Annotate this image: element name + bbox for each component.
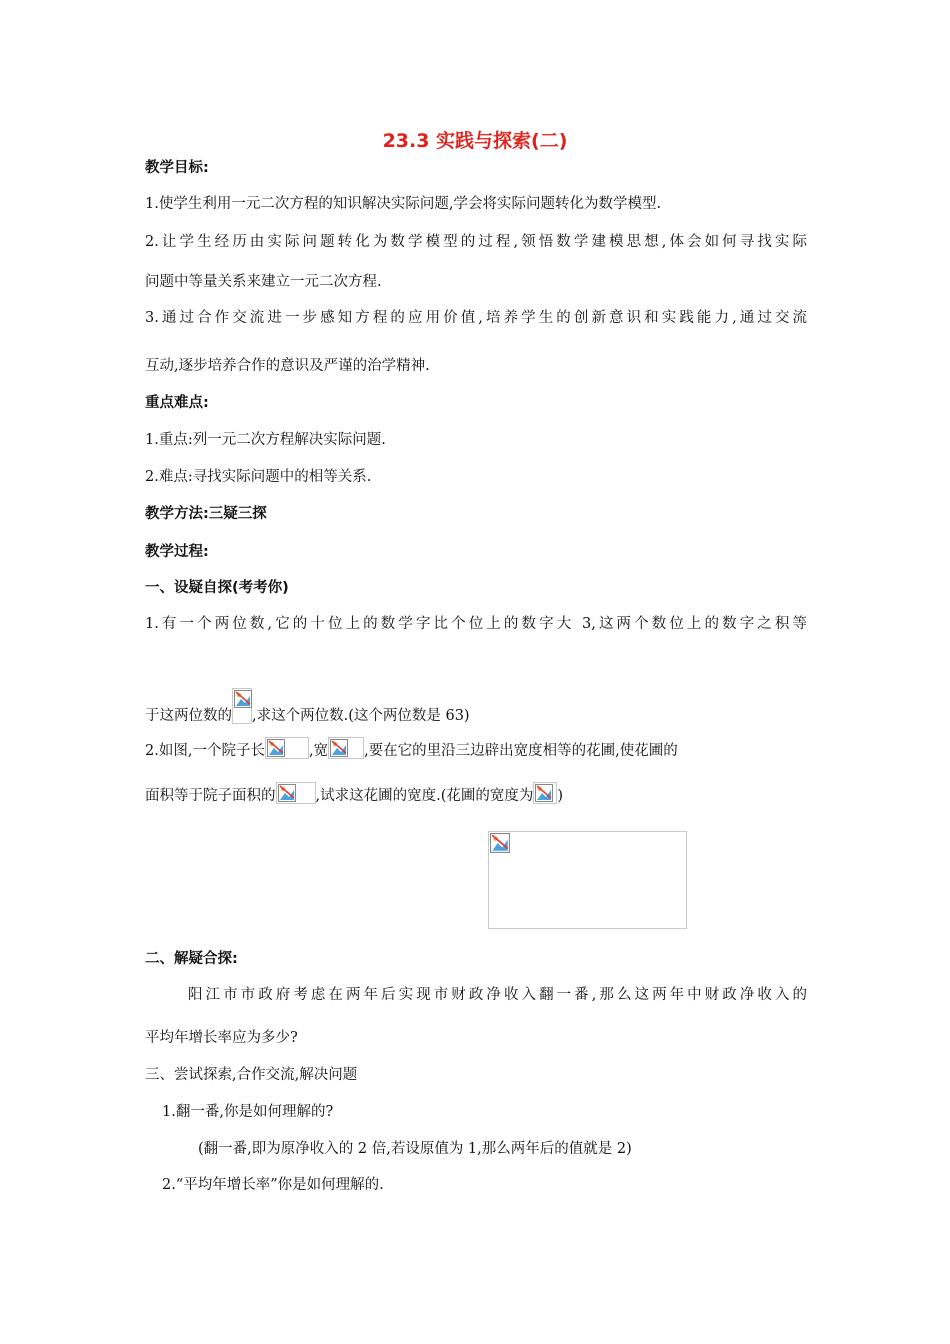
question-2-text-e: ,试求这花圃的宽度.(花圃的宽度为 — [315, 788, 534, 804]
page-title: 23.3 实践与探索(二) — [382, 130, 568, 152]
part2-heading: 二、解疑合探: — [145, 951, 238, 967]
objective-3-line2: 互动,逐步培养合作的意识及严谨的治学精神. — [145, 358, 430, 374]
question-2-text-a: 2.如图,一个院子长 — [145, 743, 265, 759]
objective-2-line1: 2.让学生经历由实际问题转化为数学模型的过程,领悟数学建模思想,体会如何寻找实际 — [145, 234, 807, 250]
question-2-line2 — [145, 782, 563, 805]
question-1-text-b: ,求这个两位数.(这个两位数是 63) — [252, 708, 470, 724]
part3-answer-1: (翻一番,即为原净收入的 2 倍,若设原值为 1,那么两年后的值就是 2) — [198, 1141, 632, 1157]
question-2-text-c: ,要在它的里沿三边辟出宽度相等的花圃,使花圃的 — [364, 743, 678, 759]
yard-figure — [488, 831, 687, 929]
formula-image — [276, 782, 316, 804]
keypoints-heading: 重点难点: — [145, 395, 209, 411]
part2-line1: 阳江市市政府考虑在两年后实现市财政净收入翻一番,那么这两年中财政净收入的 — [188, 987, 807, 1003]
question-1-text-a: 于这两位数的 — [145, 708, 232, 724]
method-line: 教学方法:三疑三探 — [145, 506, 267, 522]
objective-1: 1.使学生利用一元二次方程的知识解决实际问题,学会将实际问题转化为数学模型. — [145, 196, 662, 212]
part3-heading: 三、尝试探索,合作交流,解决问题 — [145, 1067, 358, 1083]
objective-3-line1: 3.通过合作交流进一步感知方程的应用价值,培养学生的创新意识和实践能力,通过交流 — [145, 310, 807, 326]
broken-image-icon — [278, 784, 296, 802]
question-2-line1 — [145, 737, 678, 760]
part1-heading: 一、设疑自探(考考你) — [145, 580, 289, 596]
question-1-line2 — [145, 688, 470, 725]
formula-image — [265, 737, 309, 759]
part2-line2: 平均年增长率应为多少? — [145, 1030, 298, 1046]
formula-image — [232, 688, 252, 724]
objective-2-line2: 问题中等量关系来建立一元二次方程. — [145, 274, 382, 290]
question-2-text-f: ) — [557, 788, 564, 804]
question-1-line1: 1.有一个两位数,它的十位上的数学字比个位上的数字大 3,这两个数位上的数字之积等 — [145, 616, 807, 632]
formula-image — [533, 782, 557, 804]
formula-image — [328, 737, 364, 759]
keypoint-2: 2.难点:寻找实际问题中的相等关系. — [145, 469, 372, 485]
broken-image-icon — [234, 690, 252, 708]
question-2-text-d: 面积等于院子面积的 — [145, 788, 276, 804]
question-2-text-b: ,宽 — [308, 743, 329, 759]
process-heading: 教学过程: — [145, 544, 209, 560]
part3-question-2: 2.“平均年增长率”你是如何理解的. — [162, 1177, 384, 1193]
part3-question-1: 1.翻一番,你是如何理解的? — [162, 1104, 334, 1120]
broken-image-icon — [330, 739, 348, 757]
broken-image-icon — [490, 833, 510, 853]
keypoint-1: 1.重点:列一元二次方程解决实际问题. — [145, 432, 386, 448]
broken-image-icon — [267, 739, 285, 757]
objectives-heading: 教学目标: — [145, 160, 209, 176]
broken-image-icon — [535, 784, 553, 802]
